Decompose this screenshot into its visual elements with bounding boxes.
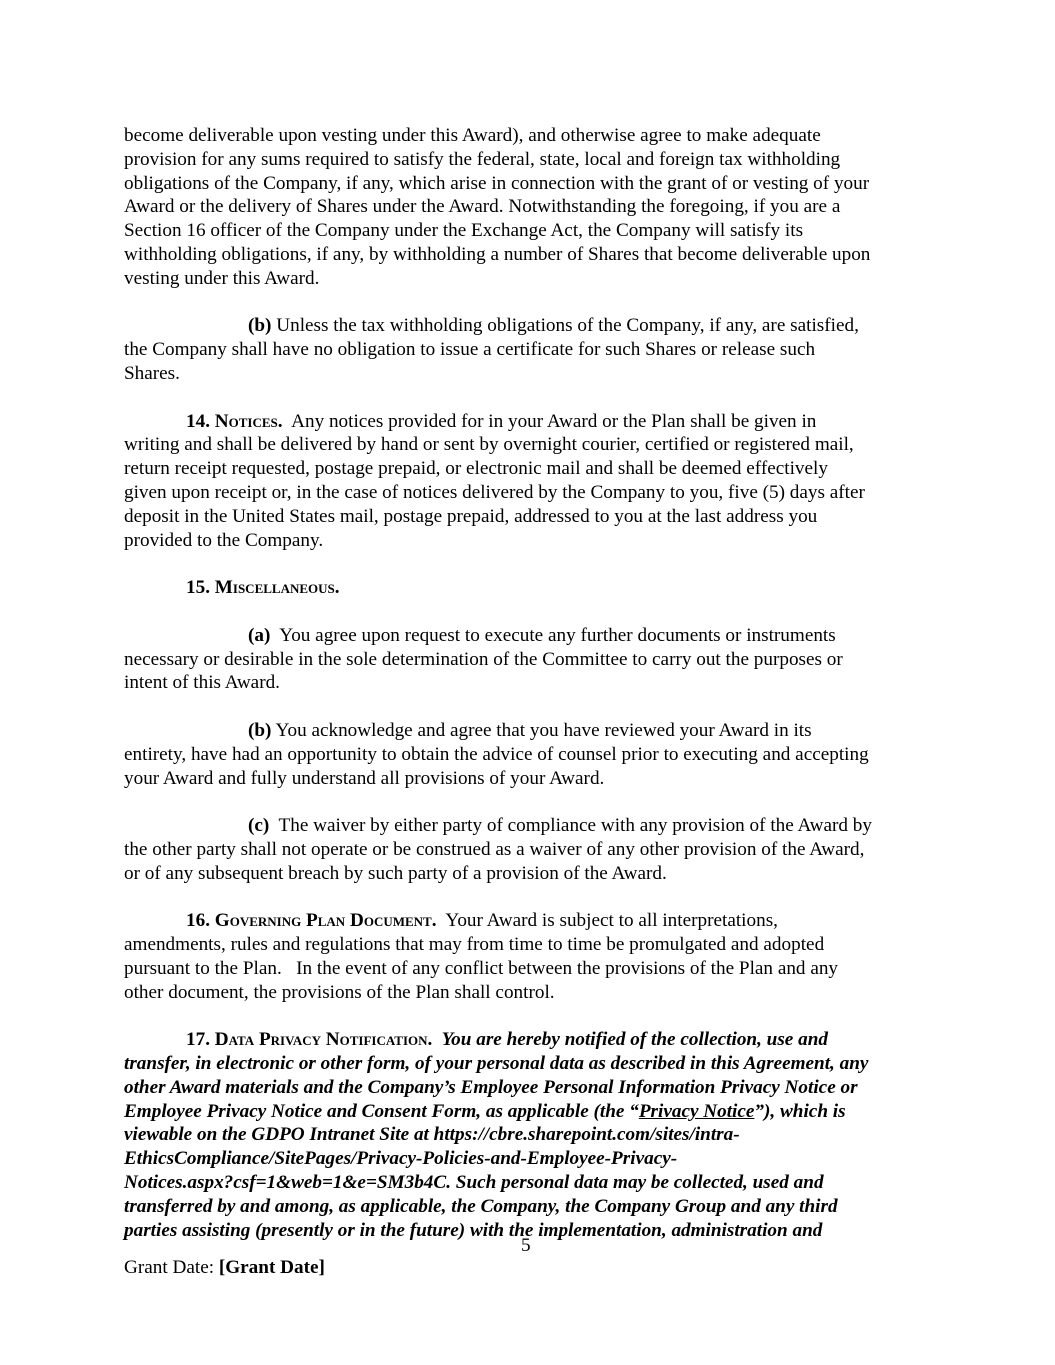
text-line: Award or the delivery of Shares under the Award. Notwithstanding the foregoing, if you are a bbox=[124, 196, 841, 218]
section-heading: Governing Plan Document. bbox=[214, 910, 437, 932]
text-line: Notices.aspx?csf=1&web=1&e=SM3b4C. Such personal data may be collected, used and bbox=[124, 1172, 824, 1194]
defined-term-privacy-notice: Privacy Notice bbox=[638, 1100, 755, 1122]
footer-grant-date bbox=[124, 1256, 325, 1280]
section-15-miscellaneous bbox=[124, 576, 936, 600]
text-line: amendments, rules and regulations that may from time to time be promulgated and adopted bbox=[124, 934, 825, 956]
text-line: vesting under this Award. bbox=[124, 267, 320, 289]
section-16-governing-plan-document bbox=[124, 909, 936, 1004]
footer-label: Grant Date: bbox=[124, 1257, 219, 1278]
text-line: parties assisting (presently or in the future) with the implementation, administration and bbox=[124, 1219, 823, 1241]
section-heading: Miscellaneous. bbox=[214, 577, 340, 599]
text-line: viewable on the GDPO Intranet Site at https://cbre.sharepoint.com/sites/intra- bbox=[124, 1124, 740, 1146]
text-line: writing and shall be delivered by hand or sent by overnight courier, certified or registered mail, bbox=[124, 434, 854, 456]
text-run: Employee Privacy Notice and Consent Form, as applicable (the “ bbox=[124, 1100, 639, 1122]
text-line bbox=[124, 410, 936, 434]
section-number: 16. bbox=[186, 910, 210, 932]
section-heading: Data Privacy Notification. bbox=[214, 1029, 433, 1051]
text-run: You agree upon request to execute any further documents or instruments bbox=[270, 624, 836, 646]
text-line: pursuant to the Plan. In the event of any conflict between the provisions of the Plan and any bbox=[124, 957, 839, 979]
text-line: deposit in the United States mail, postage prepaid, addressed to you at the last address you bbox=[124, 505, 818, 527]
text-line: other document, the provisions of the Plan shall control. bbox=[124, 981, 555, 1003]
text-run: The waiver by either party of compliance with any provision of the Award by bbox=[269, 815, 872, 837]
text-line: entirety, have had an opportunity to obtain the advice of counsel prior to executing and accepting bbox=[124, 743, 869, 765]
text-line: transfer, in electronic or other form, of your personal data as described in this Agreement, any bbox=[124, 1053, 869, 1075]
text-line bbox=[124, 1100, 936, 1124]
text-line: intent of this Award. bbox=[124, 672, 280, 694]
paragraph-15b bbox=[124, 719, 936, 790]
text-line: obligations of the Company, if any, which arise in connection with the grant of or vesting of your bbox=[124, 172, 870, 194]
text-line: Shares. bbox=[124, 362, 180, 384]
paragraph-15c bbox=[124, 814, 936, 885]
text-line bbox=[124, 314, 936, 338]
text-line: other Award materials and the Company’s Employee Personal Information Privacy Notice or bbox=[124, 1076, 858, 1098]
page-number: 5 bbox=[521, 1235, 531, 1256]
subsection-label: (a) bbox=[248, 624, 271, 646]
text-run: You acknowledge and agree that you have reviewed your Award in its bbox=[271, 719, 812, 741]
text-line: EthicsCompliance/SitePages/Privacy-Policies-and-Employee-Privacy- bbox=[124, 1148, 678, 1170]
text-line: your Award and fully understand all provisions of your Award. bbox=[124, 767, 605, 789]
text-line: provision for any sums required to satisfy the federal, state, local and foreign tax withholding bbox=[124, 148, 841, 170]
text-line: withholding obligations, if any, by withholding a number of Shares that become deliverable upon bbox=[124, 243, 871, 265]
section-14-notices bbox=[124, 410, 936, 553]
text-run: Any notices provided for in your Award or the Plan shall be given in bbox=[282, 410, 817, 432]
text-run: Unless the tax withholding obligations of the Company, if any, are satisfied, bbox=[271, 315, 859, 337]
section-17-data-privacy-notification bbox=[124, 1028, 936, 1242]
paragraph-13a-continuation bbox=[124, 124, 936, 291]
text-line: necessary or desirable in the sole determination of the Committee to carry out the purposes or bbox=[124, 648, 843, 670]
text-line bbox=[124, 909, 936, 933]
text-run: Your Award is subject to all interpretations, bbox=[436, 910, 778, 932]
text-line: return receipt requested, postage prepaid, or electronic mail and shall be deemed effectively bbox=[124, 458, 828, 480]
text-line: given upon receipt or, in the case of notices delivered by the Company to you, five (5) days after bbox=[124, 481, 865, 503]
text-line bbox=[124, 1028, 936, 1052]
text-line: the Company shall have no obligation to issue a certificate for such Shares or release such bbox=[124, 339, 816, 361]
text-line: or of any subsequent breach by such party of a provision of the Award. bbox=[124, 862, 667, 884]
section-number: 14. bbox=[186, 410, 210, 432]
section-number: 15. bbox=[186, 577, 210, 599]
text-line: transferred by and among, as applicable, the Company, the Company Group and any third bbox=[124, 1195, 838, 1217]
text-line: become deliverable upon vesting under this Award), and otherwise agree to make adequate bbox=[124, 125, 821, 146]
text-line bbox=[124, 814, 936, 838]
subsection-label: (b) bbox=[248, 315, 272, 337]
text-line bbox=[124, 719, 936, 743]
section-heading: Notices. bbox=[214, 410, 283, 432]
text-line: provided to the Company. bbox=[124, 529, 324, 551]
section-number: 17. bbox=[186, 1029, 210, 1051]
text-run: ”), which is bbox=[754, 1100, 846, 1122]
paragraph-13b bbox=[124, 314, 936, 385]
subsection-label: (b) bbox=[248, 719, 272, 741]
text-line bbox=[124, 576, 936, 600]
paragraph-15a bbox=[124, 624, 936, 695]
text-run: You are hereby notified of the collection, use and bbox=[432, 1029, 828, 1051]
footer-grant-date-value: [Grant Date] bbox=[218, 1257, 325, 1278]
subsection-label: (c) bbox=[248, 815, 270, 837]
text-line: the other party shall not operate or be construed as a waiver of any other provision of the Award, bbox=[124, 838, 865, 860]
document-page bbox=[124, 124, 936, 1266]
text-line: Section 16 officer of the Company under the Exchange Act, the Company will satisfy its bbox=[124, 220, 804, 242]
text-line bbox=[124, 624, 936, 648]
